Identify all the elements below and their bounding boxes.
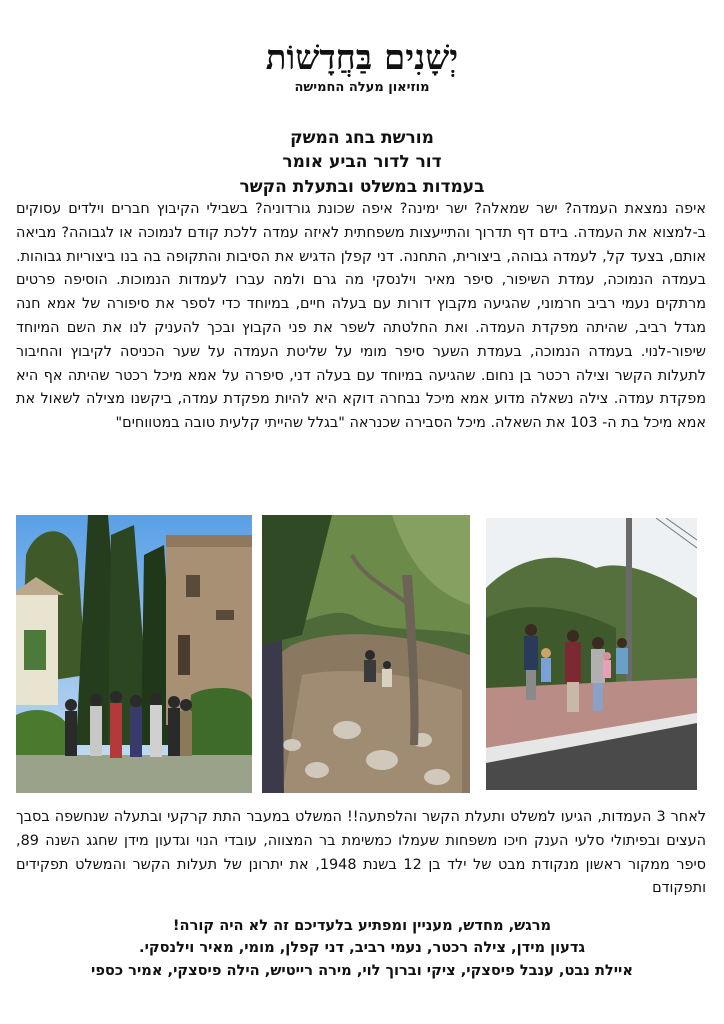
headline-line-3: בעמדות במשלט ובתעלת הקשר [239, 177, 485, 197]
closing-thanks: מרגש, מחדש, מעניין ומפתיע בלעדיכם זה לא היה קורה! [172, 917, 552, 934]
photo-strip [16, 515, 697, 795]
headline-line-2: דור לדור הביע אומר [282, 152, 442, 172]
article-paragraph-1: איפה נמצאת העמדה? ישר שמאלה? ישר ימינה? איפה שכונת גורדוניה? בשבילי הקיבוץ חברים וילדים עסוקים ב-למצוא את העמדה. בידם דף תדרוך והתייעצות משפחתית לאיזה עמדה ללכת קודם לנמוכה או לגבוהה? מביאה אותם, בצעד קל, לעמדה גבוהה, ביצורית, התחנה. דני קפלן הדגיש את הסיבות והתקופה בה בנו ביצוריות גבוהות. בעמדה הנמוכה, עמדת השיפור, סיפר מאיר וילנסקי מה גרם ולמה עברו לעמדות הנמוכות. הוסיפה פרטים מרתקים נעמי רביב חרמוני, שהגיעה מקבוץ דורות עם בעלה חיים, במיוחד כדי לספר את סיפורה של אמא חנה מגדל רביב, שהיתה מפקדת העמדה. ואת החלטתה לשפר את פני הקבוץ ובכך להעניק לנו את השם המיוחד שיפור-לנוי. בעמדה הנמוכה, בעמדת השער סיפר מומי על שליטת העמדה על שער הכניסה לקיבוץ והחיבור לתעלות הקשר וצילה רכטר בן נחום. שהגיעה במיוחד עם בעלה דני, סיפרה על אמא מיכל רכטר שהיתה אף היא מפקדת עמדה. צילה נשאלה מדוע אמא מיכל נבחרה דוקא היא להיות מפקדת עמדה, ביקשנו מצילה לשאול את אמא מיכל בת ה- 103 את השאלה. מיכל הסבירה שכנראה "בגלל שהייתי קלעית טובה במטווחים" [16, 201, 706, 432]
headline-line-1: מורשת בחג המשק [290, 128, 434, 148]
masthead-subtitle: מוזיאון מעלה החמישה [294, 80, 430, 95]
masthead-title: יְשָׁנִים בַּחֲדָשׁוֹת [265, 38, 459, 78]
photo-tower-group [16, 515, 252, 793]
article-paragraph-2: לאחר 3 העמדות, הגיעו למשלט ותעלת הקשר והלפתעה!! המשלט במעבר התת קרקעי ובתעלה שנחשפה בסבך העצים ובפיתולי סלעי הענק חיכו משפחות שעמלו כמשימת בר המצווה, עובדי הנוי וגדעון מידן שחגג השנה 89, סיפר ממקור ראשון מנקודת מבט של ילד בן 12 בשנת 1948, את יתרונן של תעלות הקשר והמשלט תפקידים ותפקודם [16, 809, 707, 897]
photo-trench-path [262, 515, 470, 793]
photo-sidewalk-walkers [486, 518, 697, 790]
closing-names-1: גדעון מידן, צילה רכטר, נעמי רביב, דני קפלן, מומי, מאיר וילנסקי. [139, 939, 585, 956]
closing-names-2: איילת נבט, ענבל פיסצקי, ציקי וברוך לוי, מירה רייטיש, הילה פיסצקי, אמיר כספי [91, 962, 633, 979]
